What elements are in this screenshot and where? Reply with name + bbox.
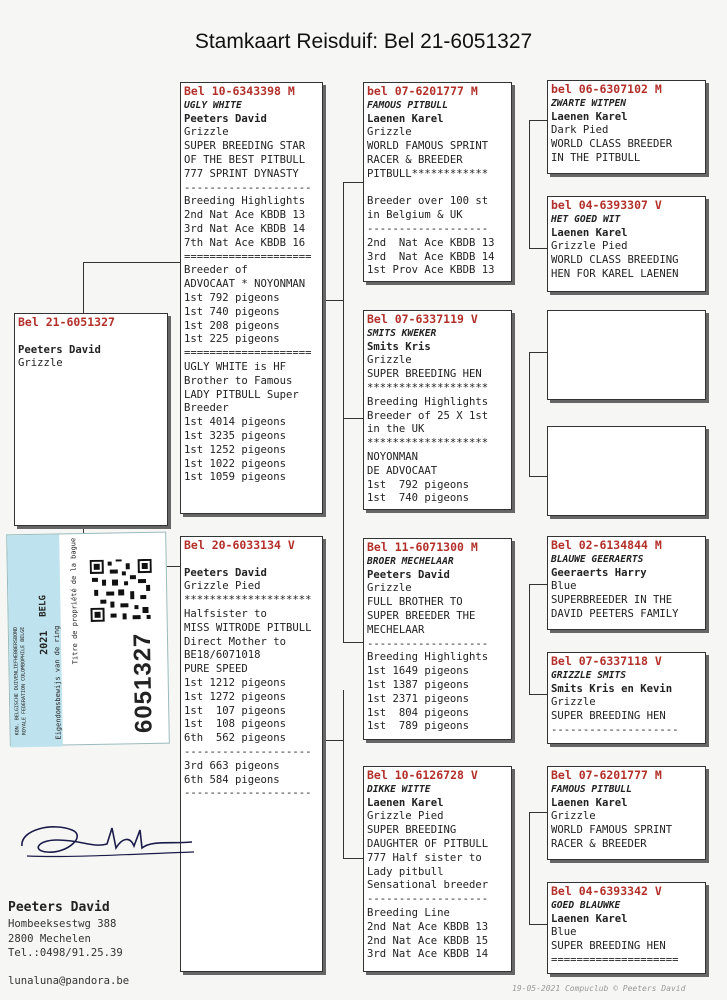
- pedigree-line: 1st 2371 pigeons: [367, 692, 470, 705]
- pedigree-line: WORLD CLASS BREEDING: [551, 254, 679, 267]
- pedigree-line: --------------------: [551, 723, 679, 736]
- pedigree-line: Blue: [551, 580, 577, 593]
- pedigree-line: PURE SPEED: [184, 663, 248, 676]
- sticker-text-french: Titre de propriété de la bague: [69, 537, 80, 665]
- pigeon-name: GOED BLAUWKE: [551, 899, 621, 911]
- pedigree-line: 1st 3235 pigeons: [184, 429, 287, 442]
- pedigree-line: SUPER BREEDER THE: [367, 609, 476, 622]
- sire-sire-sire-card: [547, 80, 706, 174]
- sire-sire-dam-card: [547, 196, 706, 292]
- ring-number: Bel 02-6134844 M: [551, 538, 662, 552]
- connector: [529, 924, 547, 925]
- ring-number: Bel 10-6343398 M: [184, 84, 295, 98]
- ring-number: bel 06-6307102 M: [551, 82, 662, 96]
- ring-number: Bel 07-6337118 V: [551, 654, 662, 668]
- pedigree-line: Breeder over 100 st: [367, 195, 489, 208]
- pedigree-line: HEN FOR KAREL LAENEN: [551, 267, 679, 280]
- connector: [529, 352, 530, 476]
- pedigree-line: Grizzle: [367, 582, 412, 595]
- ring-number: [548, 311, 705, 313]
- pedigree-line: *******************: [367, 381, 489, 394]
- pedigree-line: Grizzle: [367, 354, 412, 367]
- subject-card: [14, 313, 168, 526]
- pedigree-line: Grizzle: [367, 126, 412, 139]
- pedigree-line: 1st 740 pigeons: [184, 305, 280, 318]
- pedigree-line: 777 SPRINT DYNASTY: [184, 167, 299, 180]
- ring-number: Bel 20-6033134 V: [184, 538, 295, 552]
- pedigree-line: Grizzle: [551, 810, 596, 823]
- sire-card: [180, 82, 323, 514]
- pedigree-line: 1st 4014 pigeons: [184, 416, 287, 429]
- dam-sire-dam-card: [547, 652, 706, 744]
- pedigree-line: 1st 804 pigeons: [367, 706, 470, 719]
- pedigree-line: Brother to Famous: [184, 374, 293, 387]
- connector: [323, 740, 343, 741]
- ring-number: Bel 11-6071300 M: [367, 540, 478, 554]
- ring-number: bel 04-6393307 V: [551, 198, 662, 212]
- sire-dam-dam-card: [547, 426, 706, 516]
- pigeon-name: HET GOED WIT: [551, 213, 621, 225]
- connector: [529, 584, 547, 585]
- breeder-email: lunaluna@pandora.be: [8, 974, 130, 987]
- pedigree-line: SUPER BREEDING: [367, 824, 457, 837]
- pedigree-line: ====================: [551, 953, 679, 966]
- ring-certificate-sticker: [6, 532, 170, 747]
- pedigree-line: FULL BROTHER TO: [367, 596, 463, 609]
- pedigree-line: BE18/6071018: [184, 649, 261, 662]
- pedigree-line: 1st 1649 pigeons: [367, 665, 470, 678]
- connector: [529, 248, 547, 249]
- connector: [529, 812, 530, 924]
- ring-number: Bel 10-6126728 V: [367, 768, 478, 782]
- pedigree-line: 1st 1272 pigeons: [184, 690, 287, 703]
- pedigree-line: 1st 107 pigeons: [184, 704, 287, 717]
- pigeon-name: UGLY WHITE: [184, 99, 242, 111]
- pedigree-line: Breeding Highlights: [184, 195, 306, 208]
- connector: [529, 812, 547, 813]
- pedigree-line: 1st 1059 pigeons: [184, 471, 287, 484]
- connector: [343, 642, 363, 643]
- pedigree-line: ********************: [184, 594, 312, 607]
- pedigree-line: Grizzle: [184, 126, 229, 139]
- pedigree-line: Direct Mother to: [184, 635, 287, 648]
- pedigree-line: SUPERBREEDER IN THE: [551, 594, 673, 607]
- ring-number: [548, 427, 705, 429]
- pedigree-line: RACER & BREEDER: [367, 153, 463, 166]
- owner-name: Laenen Karel: [367, 112, 444, 125]
- owner-name: Laenen Karel: [551, 912, 628, 925]
- sticker-text-dutch: Eigendomsbewijs van de ring: [52, 625, 63, 740]
- connector: [343, 858, 363, 859]
- pedigree-line: *******************: [367, 437, 489, 450]
- pedigree-line: Dark Pied: [551, 124, 609, 137]
- pigeon-name: DIKKE WITTE: [367, 783, 431, 795]
- pedigree-line: Breeding Highlights: [367, 395, 489, 408]
- connector: [529, 120, 530, 248]
- pedigree-line: ====================: [184, 250, 312, 263]
- dam-dam-sire-card: [547, 766, 706, 860]
- pedigree-line: Sensational breeder: [367, 879, 489, 892]
- pedigree-line: 1st 208 pigeons: [184, 319, 280, 332]
- sticker-org-line-1: KON. BELGISCHE DUIVENLIEFHEBBERSBOND: [12, 626, 21, 736]
- pedigree-line: 2nd Nat Ace KBDB 13: [184, 209, 306, 222]
- pigeon-name: GRIZZLE SMITS: [551, 669, 627, 681]
- pedigree-line: SUPER BREEDING HEN: [367, 368, 482, 381]
- pedigree-line: WORLD FAMOUS SPRINT: [367, 140, 489, 153]
- breeder-phone: Tel.:0498/91.25.39: [8, 947, 123, 959]
- dam-sire-card: [363, 538, 512, 740]
- pedigree-line: --------------------: [184, 181, 312, 194]
- pedigree-line: -------------------: [367, 893, 489, 906]
- handwritten-signature: [12, 818, 197, 868]
- pedigree-line: 1st 1212 pigeons: [184, 676, 287, 689]
- owner-name: Laenen Karel: [551, 110, 628, 123]
- pedigree-line: WORLD FAMOUS SPRINT: [551, 824, 673, 837]
- owner-name: Laenen Karel: [551, 226, 628, 239]
- pedigree-line: in the UK: [367, 423, 425, 436]
- pedigree-line: ====================: [184, 347, 312, 360]
- pedigree-line: Grizzle Pied: [184, 580, 261, 593]
- ring-number: Bel 21-6051327: [18, 315, 115, 329]
- pigeon-name: BROER MECHELAAR: [367, 555, 454, 567]
- pedigree-line: 3rd Nat Ace KBDB 14: [367, 250, 495, 263]
- pedigree-line: --------------------: [184, 745, 312, 758]
- ring-number: Bel 07-6201777 M: [551, 768, 662, 782]
- ring-number: bel 07-6201777 M: [367, 84, 478, 98]
- pedigree-line: RACER & BREEDER: [551, 837, 647, 850]
- owner-name: Peeters David: [184, 112, 267, 125]
- qr-code-icon: [90, 559, 153, 622]
- owner-name: Smits Kris: [367, 340, 431, 353]
- pedigree-line: Breeding Line: [367, 906, 450, 919]
- print-credit: 19-05-2021 Compuclub © Peeters David: [512, 984, 686, 993]
- pedigree-line: 1st 225 pigeons: [184, 333, 280, 346]
- pigeon-name: SMITS KWEKER: [367, 327, 437, 339]
- dam-sire-sire-card: [547, 536, 706, 630]
- connector: [529, 120, 547, 121]
- pedigree-line: ADVOCAAT * NOYONMAN: [184, 278, 306, 291]
- sticker-ring-number: 6051327: [128, 632, 158, 734]
- ring-number: Bel 07-6337119 V: [367, 312, 478, 326]
- pedigree-line: Grizzle: [551, 696, 596, 709]
- pedigree-line: 1st 1022 pigeons: [184, 457, 287, 470]
- pedigree-line: SUPER BREEDING HEN: [551, 710, 666, 723]
- ring-number: Bel 04-6393342 V: [551, 884, 662, 898]
- connector: [529, 352, 547, 353]
- pedigree-line: in Belgium & UK: [367, 209, 463, 222]
- breeder-address-block: [8, 899, 129, 987]
- spacer: [181, 553, 322, 567]
- dam-card: [180, 536, 323, 972]
- owner-name: Peeters David: [184, 566, 267, 579]
- pedigree-line: 3rd Nat Ace KBDB 14: [367, 948, 489, 961]
- pedigree-line: 1st 1387 pigeons: [367, 678, 470, 691]
- pedigree-line: MECHELAAR: [367, 623, 425, 636]
- pedigree-line: DE ADVOCAAT: [367, 464, 438, 477]
- pedigree-line: Breeder of: [184, 264, 248, 277]
- pedigree-line: Lady pitbull: [367, 865, 444, 878]
- sire-dam-sire-card: [547, 310, 706, 400]
- pedigree-line: PITBULL************: [367, 167, 489, 180]
- pedigree-line: 3rd Nat Ace KBDB 14: [184, 222, 306, 235]
- connector: [343, 182, 363, 183]
- pedigree-line: Grizzle: [18, 357, 63, 370]
- pedigree-line: Breeder: [184, 402, 229, 415]
- connector: [343, 690, 344, 858]
- connector: [529, 584, 530, 694]
- owner-name: Peeters David: [367, 568, 450, 581]
- pedigree-line: Grizzle Pied: [551, 240, 628, 253]
- owner-name: Geeraerts Harry: [551, 566, 647, 579]
- pedigree-line: 2nd Nat Ace KBDB 13: [367, 920, 489, 933]
- pedigree-line: --------------------: [184, 787, 312, 800]
- pedigree-line: LADY PITBULL Super: [184, 388, 299, 401]
- pedigree-line: SUPER BREEDING HEN: [551, 940, 666, 953]
- pedigree-line: 1st 792 pigeons: [367, 478, 470, 491]
- pedigree-line: Breeder of 25 X 1st: [367, 409, 489, 422]
- pedigree-line: 2nd Nat Ace KBDB 13: [367, 236, 495, 249]
- sticker-country: BELG: [38, 594, 49, 617]
- pedigree-line: 6th 562 pigeons: [184, 732, 287, 745]
- pedigree-line: -------------------: [367, 222, 489, 235]
- pedigree-line: Halfsister to: [184, 607, 267, 620]
- pedigree-line: OF THE BEST PITBULL: [184, 153, 306, 166]
- connector: [83, 262, 84, 314]
- owner-name: Smits Kris en Kevin: [551, 682, 673, 695]
- owner-name: Laenen Karel: [367, 796, 444, 809]
- page-title: Stamkaart Reisduif: Bel 21-6051327: [194, 30, 533, 53]
- owner-name: Laenen Karel: [551, 796, 628, 809]
- pedigree-line: 7th Nat Ace KBDB 16: [184, 236, 306, 249]
- pedigree-line: IN THE PITBULL: [551, 151, 641, 164]
- pedigree-line: MISS WITRODE PITBULL: [184, 621, 312, 634]
- pedigree-line: 3rd 663 pigeons: [184, 759, 280, 772]
- pedigree-line: -------------------: [367, 637, 489, 650]
- connector: [343, 182, 344, 642]
- pedigree-line: DAUGHTER OF PITBULL: [367, 837, 489, 850]
- pedigree-line: UGLY WHITE is HF: [184, 360, 287, 373]
- dam-dam-dam-card: [547, 882, 706, 974]
- pedigree-line: 6th 584 pigeons: [184, 773, 280, 786]
- pedigree-line: NOYONMAN: [367, 450, 419, 463]
- pedigree-line: 1st 108 pigeons: [184, 718, 287, 731]
- breeder-city: 2800 Mechelen: [8, 932, 91, 945]
- pedigree-line: 1st Prov Ace KBDB 13: [367, 264, 495, 277]
- pedigree-line: 1st 789 pigeons: [367, 720, 470, 733]
- connector: [343, 418, 363, 419]
- breeder-name: Peeters David: [8, 900, 110, 915]
- pigeon-name: FAMOUS PITBULL: [367, 99, 448, 111]
- connector: [83, 262, 180, 263]
- pedigree-line: 1st 740 pigeons: [367, 492, 470, 505]
- sire-sire-card: [363, 82, 512, 282]
- pigeon-name: ZWARTE WITPEN: [551, 97, 627, 109]
- owner-name: Peeters David: [18, 343, 101, 356]
- pedigree-line: 1st 792 pigeons: [184, 291, 280, 304]
- pigeon-name: BLAUWE GEERAERTS: [551, 553, 644, 565]
- pedigree-line: DAVID PEETERS FAMILY: [551, 607, 679, 620]
- spacer: [364, 182, 511, 196]
- pedigree-line: WORLD CLASS BREEDER: [551, 138, 673, 151]
- sire-dam-card: [363, 310, 512, 510]
- pedigree-line: Blue: [551, 926, 577, 939]
- pedigree-line: 1st 1252 pigeons: [184, 443, 287, 456]
- sticker-year: 2021: [38, 630, 51, 655]
- breeder-street: Hombeeksestwg 388: [8, 918, 117, 930]
- pedigree-line: 2nd Nat Ace KBDB 15: [367, 934, 489, 947]
- dam-dam-card: [363, 766, 512, 972]
- sticker-org-line-2: ROYALE FEDERATION COLOMBOPHILE BELGE: [19, 626, 28, 736]
- pedigree-line: Breeding Highlights: [367, 651, 489, 664]
- connector: [323, 300, 343, 301]
- connector: [529, 694, 547, 695]
- connector: [529, 476, 547, 477]
- pedigree-line: SUPER BREEDING STAR: [184, 140, 306, 153]
- pigeon-name: FAMOUS PITBULL: [551, 783, 632, 795]
- pedigree-line: Grizzle Pied: [367, 810, 444, 823]
- pedigree-line: 777 Half sister to: [367, 851, 482, 864]
- spacer: [15, 330, 167, 344]
